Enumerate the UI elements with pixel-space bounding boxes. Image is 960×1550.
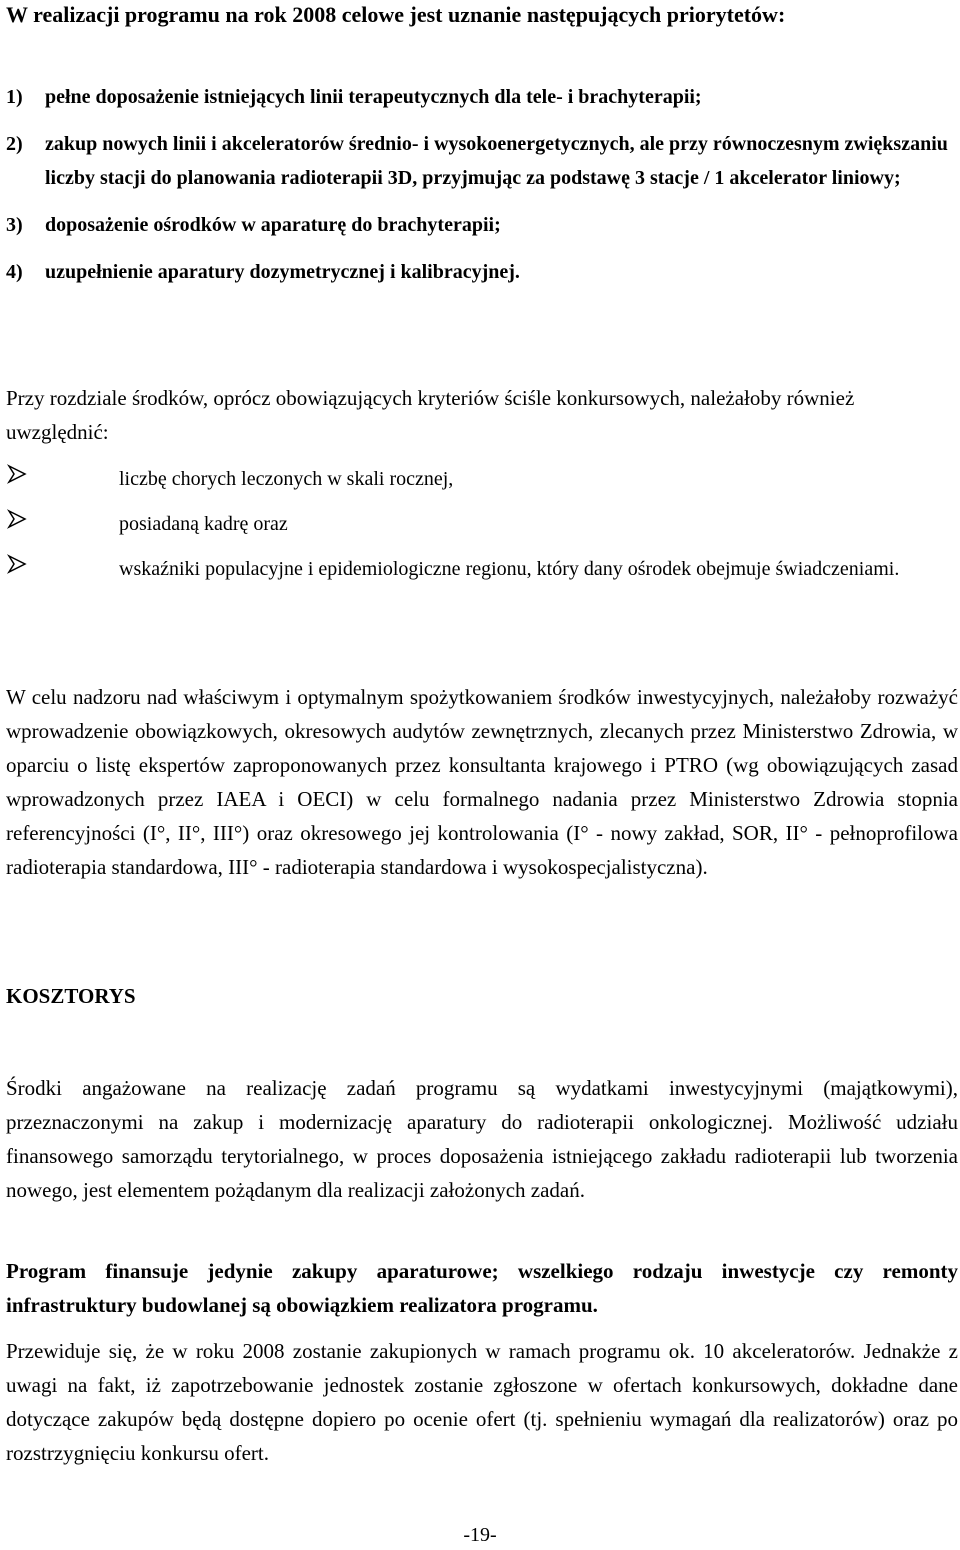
priority-text: uzupełnienie aparatury dozymetrycznej i kalibracyjnej. bbox=[45, 261, 520, 283]
priorities-list bbox=[6, 80, 958, 302]
priority-number: 4) bbox=[6, 261, 23, 283]
criteria-item bbox=[6, 508, 958, 541]
priority-number: 1) bbox=[6, 86, 23, 108]
priority-number: 3) bbox=[6, 214, 23, 236]
kosztorys-paragraph-2: Program finansuje jedynie zakupy aparaturowe; wszelkiego rodzaju inwestycje czy remonty infrastruktury budowlanej są obowiązkiem realizatora programu. bbox=[6, 1259, 958, 1317]
priority-item bbox=[6, 127, 958, 195]
criteria-text: posiadaną kadrę oraz bbox=[119, 513, 288, 535]
criteria-intro: Przy rozdziale środków, oprócz obowiązujących kryteriów ściśle konkursowych, należałoby również uwzględnić: bbox=[6, 386, 855, 444]
arrow-bullet-icon bbox=[6, 508, 28, 530]
criteria-text: wskaźniki populacyjne i epidemiologiczne regionu, który dany ośrodek obejmuje świadczeniami. bbox=[119, 558, 900, 580]
priority-number: 2) bbox=[6, 133, 23, 155]
kosztorys-paragraph-3: Przewiduje się, że w roku 2008 zostanie zakupionych w ramach programu ok. 10 akceleratorów. Jednakże z uwagi na fakt, iż zapotrzebowanie jednostek zostanie zgłoszone w ofertach konkursowych, dokładne dane dotyczące zakupów będą dostępne dopiero po ocenie ofert (tj. spełnieniu wymagań dla realizatorów) oraz po rozstrzygnięciu konkursu ofert. bbox=[6, 1339, 958, 1465]
priority-item bbox=[6, 80, 958, 114]
criteria-item bbox=[6, 463, 958, 496]
kosztorys-heading: KOSZTORYS bbox=[6, 984, 136, 1008]
criteria-item bbox=[6, 553, 958, 586]
priorities-heading: W realizacji programu na rok 2008 celowe jest uznanie następujących priorytetów: bbox=[6, 2, 786, 27]
priority-item bbox=[6, 255, 958, 289]
page-number: -19- bbox=[463, 1524, 497, 1546]
criteria-list bbox=[6, 463, 958, 598]
priority-text: doposażenie ośrodków w aparaturę do brachyterapii; bbox=[45, 214, 501, 236]
priority-text: zakup nowych linii i akceleratorów średnio- i wysokoenergetycznych, ale przy równoczesnym zwiększaniu liczby stacji do planowania radioterapii 3D, przyjmując za podstawę 3 stacje / 1 akcelerator liniowy; bbox=[45, 133, 948, 189]
priority-text: pełne doposażenie istniejących linii terapeutycznych dla tele- i brachyterapii; bbox=[45, 86, 702, 108]
supervision-paragraph: W celu nadzoru nad właściwym i optymalnym spożytkowaniem środków inwestycyjnych, należałoby rozważyć wprowadzenie obowiązkowych, okresowych audytów zewnętrznych, zlecanych przez Ministerstwo Zdrowia, w oparciu o listę ekspertów zaproponowanych przez konsultanta krajowego i PTRO (wg obowiązujących zasad wprowadzonych przez IAEA i OECI) w celu formalnego nadania przez Ministerstwo Zdrowia stopnia referencyjności (I°, II°, III°) oraz okresowego jej kontrolowania (I° - nowy zakład, SOR, II° - pełnoprofilowa radioterapia standardowa, III° - radioterapia standardowa i wysokospecjalistyczna). bbox=[6, 685, 958, 879]
criteria-text: liczbę chorych leczonych w skali rocznej, bbox=[119, 468, 454, 490]
priority-item bbox=[6, 208, 958, 242]
kosztorys-paragraph-1: Środki angażowane na realizację zadań programu są wydatkami inwestycyjnymi (majątkowymi), przeznaczonymi na zakup i modernizację aparatury do radioterapii onkologicznej. Możliwość udziału finansowego samorządu terytorialnego, w proces doposażenia istniejącego zakładu radioterapii lub tworzenia nowego, jest elementem pożądanym dla realizacji założonych zadań. bbox=[6, 1076, 958, 1202]
arrow-bullet-icon bbox=[6, 553, 28, 575]
arrow-bullet-icon bbox=[6, 463, 28, 485]
